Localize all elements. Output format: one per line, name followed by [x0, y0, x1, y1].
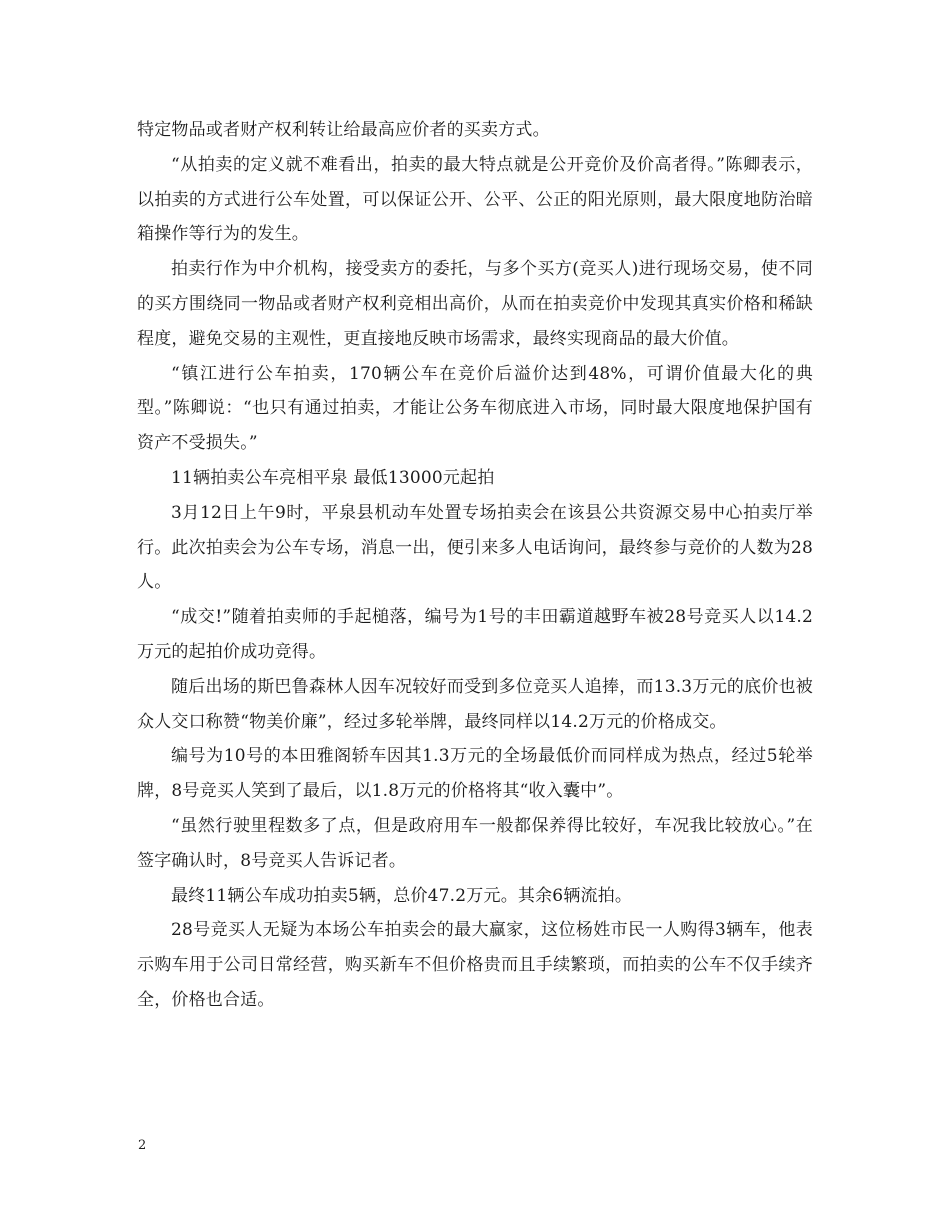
paragraph: 最终11辆公车成功拍卖5辆，总价47.2万元。其余6辆流拍。 [171, 885, 633, 906]
paragraph: “从拍卖的定义就不难看出，拍卖的最大特点就是公开竞价及价高者得。”陈卿表示，以拍卖的方式进行公车处置，可以保证公开、公平、公正的阳光原则，最大限度地防治暗箱操作等行为的发生。 [137, 154, 813, 245]
paragraph: “镇江进行公车拍卖，170辆公车在竞价后溢价达到48%，可谓价值最大化的典型。”陈卿说：“也只有通过拍卖，才能让公务车彻底进入市场，同时最大限度地保护国有资产不受损失。” [137, 363, 813, 454]
paragraph: “成交!”随着拍卖师的手起槌落，编号为1号的丰田霸道越野车被28号竞买人以14.2万元的起拍价成功竞得。 [137, 607, 813, 662]
paragraph: 拍卖行作为中介机构，接受卖方的委托，与多个买方(竞买人)进行现场交易，使不同的买方围绕同一物品或者财产权利竞相出高价，从而在拍卖竞价中发现其真实价格和稀缺程度，避免交易的主观性，更直接地反映市场需求，最终实现商品的最大价值。 [137, 259, 813, 349]
paragraph: 编号为10号的本田雅阁轿车因其1.3万元的全场最低价而同样成为热点，经过5轮举牌，8号竞买人笑到了最后，以1.8万元的价格将其“收入囊中”。 [137, 746, 813, 802]
paragraph: 3月12日上午9时，平泉县机动车处置专场拍卖会在该县公共资源交易中心拍卖厅举行。此次拍卖会为公车专场，消息一出，便引来多人电话询问，最终参与竞价的人数为28人。 [137, 502, 813, 593]
paragraph: 特定物品或者财产权利转让给最高应价者的买卖方式。 [137, 120, 550, 140]
section-heading: 11辆拍卖公车亮相平泉 最低13000元起拍 [171, 467, 495, 488]
paragraph: 随后出场的斯巴鲁森林人因车况较好而受到多位竞买人追捧，而13.3万元的底价也被众人交口称赞“物美价廉”，经过多轮举牌，最终同样以14.2万元的价格成交。 [137, 676, 813, 732]
page-number: 2 [138, 1138, 147, 1153]
paragraph: 28号竞买人无疑为本场公车拍卖会的最大赢家，这位杨姓市民一人购得3辆车，他表示购车用于公司日常经营，购买新车不但价格贵而且手续繁琐，而拍卖的公车不仅手续齐全，价格也合适。 [137, 920, 813, 1010]
document-body [137, 113, 813, 1018]
paragraph: “虽然行驶里程数多了点，但是政府用车一般都保养得比较好，车况我比较放心。”在签字确认时，8号竞买人告诉记者。 [137, 815, 813, 871]
